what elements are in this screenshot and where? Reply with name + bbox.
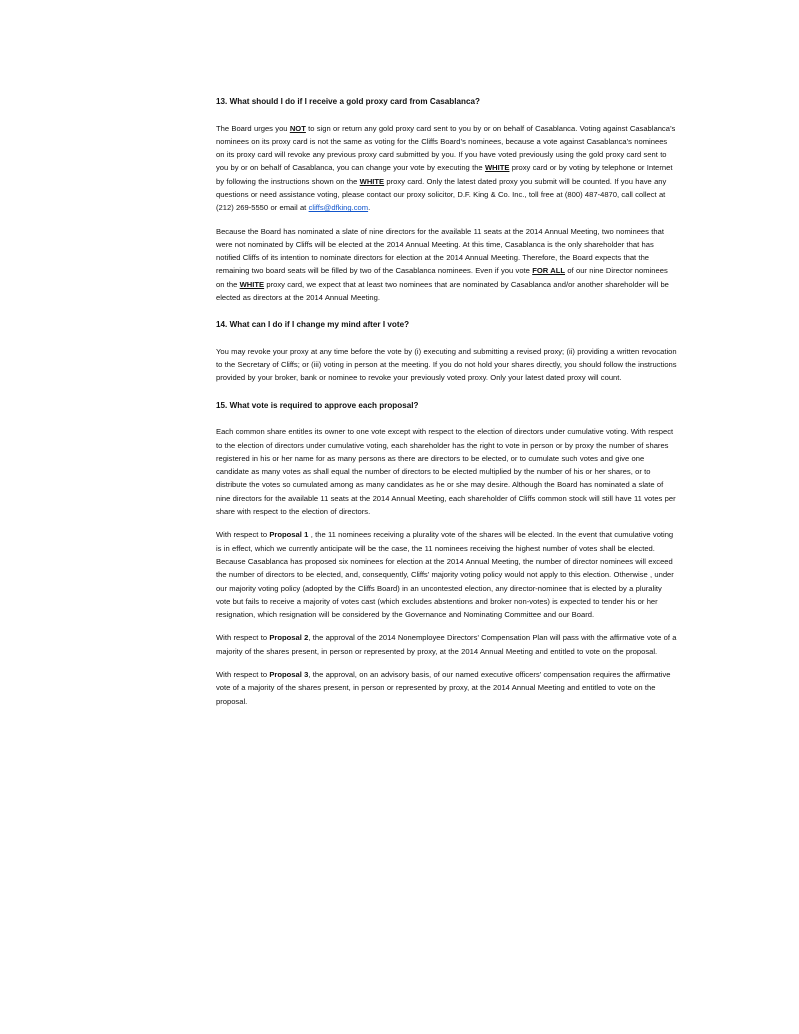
text-run: to sign or return any gold proxy card sent to you by or on behalf of Casablanca. Voting against Casablanca’s nominees on its proxy card is not the same as voting for the Cliffs Board’s nominees, because a vote against Casablanca’s nominees on its proxy card will revoke any previous proxy card submitted by you. If you have voted previously using the gold proxy card sent to you by or on behalf of Casablanca, you can change your vote by executing the <box>216 123 676 173</box>
text-run: , the approval, on an advisory basis, of our named executive officers’ compensation requires the affirmative vote of a majority of the shares present, in person or represented by proxy, at the 2014 Annual Meeting and entitled to vote on the proposal. <box>216 670 671 706</box>
document-page <box>216 96 677 718</box>
white-emphasis: WHITE <box>359 176 385 186</box>
question-15-paragraph-4 <box>216 668 677 708</box>
proposal-2-label: Proposal 2 <box>269 633 309 643</box>
text-run: of our nine Director nominees on the <box>216 266 668 289</box>
text-run: . <box>368 203 371 213</box>
text-run: proxy card, we expect that at least two nominees that are nominated by Casablanca and/or another shareholder will be elected as directors at the 2014 Annual Meeting. <box>216 279 669 303</box>
for-all-emphasis: FOR ALL <box>532 266 566 276</box>
question-13-paragraph-2 <box>216 225 677 305</box>
text-run: proxy card. Only the latest dated proxy you submit will be counted. If you have any questions or need assistance voting, please contact our proxy solicitor, D.F. King & Co. Inc., toll free at (800) 487-4870, call collect at (212) 269-5550 or email at <box>216 176 667 213</box>
question-15-paragraph-3 <box>216 631 677 658</box>
text-run: With respect to <box>216 633 270 643</box>
text-run: Because the Board has nominated a slate of nine directors for the available 11 seats at the 2014 Annual Meeting, two nominees that were not nominated by Cliffs will be elected at the 2014 Annual Meeting. At this time, Casablanca is the only shareholder that has notified Cliffs of its intention to nominate directors for election at the 2014 Annual Meeting. Therefore, the Board expects that the remaining two board seats will be filled by two of the Casablanca nominees. Even if you vote <box>216 226 664 276</box>
text-run: , the 11 nominees receiving a plurality vote of the shares will be elected. In the event that cumulative voting is in effect, which we currently anticipate will be the case, the 11 nominees receiving the highest number of votes shall be elected. Because Casablanca has proposed six nominees for election at the 2014 Annual Meeting, the number of director nominees will exceed the number of directors to be elected, and, consequently, Cliffs’ majority voting policy would not apply to this election. Otherwise , under our majority voting policy (adopted by the Cliffs Board) in an uncontested election, any director-nominee that is elected by a plurality vote but fails to receive a majority of votes cast (which excludes abstentions and broker non-votes) is expected to tender his or her resignation, which resignation will be considered by the Governance and Nominating Committee and our Board. <box>216 530 674 620</box>
question-14-paragraph-1: You may revoke your proxy at any time before the vote by (i) executing and submitting a revised proxy; (ii) providing a written revocation to the Secretary of Cliffs; or (iii) voting in person at the meeting. If you do not hold your shares directly, you should follow the instructions provided by your broker, bank or nominee to revoke your previously voted proxy. Only your latest dated proxy will count. <box>216 346 677 383</box>
question-13-heading: 13. What should I do if I receive a gold proxy card from Casablanca? <box>216 97 481 106</box>
text-run: With respect to <box>216 670 270 679</box>
question-15-paragraph-2 <box>216 528 677 621</box>
text-run: proxy card or by voting by telephone or Internet by following the instructions shown on the <box>216 163 673 186</box>
proposal-3-label: Proposal 3 <box>269 670 309 679</box>
not-emphasis: NOT <box>289 123 306 133</box>
proposal-1-label: Proposal 1 <box>269 530 309 540</box>
question-15-heading: 15. What vote is required to approve each proposal? <box>216 400 419 410</box>
question-15-paragraph-1: Each common share entitles its owner to one vote except with respect to the election of directors under cumulative voting. With respect to the election of directors under cumulative voting, each shareholder has the right to vote in person or by proxy the number of shares registered in his or her name for as many persons as there are directors to be elected, or to cumulate such votes and give one candidate as many votes as shall equal the number of directors to be elected multiplied by the number of his or her shares, or to distribute the votes so cumulated among as many candidates as he or she may desire. Although the Board has nominated a slate of nine directors for the available 11 seats at the 2014 Annual Meeting, each shareholder of Cliffs common stock will still have 11 votes per share with respect to the election of directors. <box>216 427 676 517</box>
question-14-heading: 14. What can I do if I change my mind after I vote? <box>216 320 410 330</box>
email-link[interactable]: cliffs@dfking.com <box>308 203 369 213</box>
text-run: , the approval of the 2014 Nonemployee Directors’ Compensation Plan will pass with the affirmative vote of a majority of the shares present, in person or represented by proxy, at the 2014 Annual Meeting and entitled to vote on the proposal. <box>216 633 677 656</box>
question-13-paragraph-1 <box>216 122 677 215</box>
text-run: With respect to <box>216 530 270 540</box>
white-emphasis: WHITE <box>239 279 265 289</box>
text-run: The Board urges you <box>216 123 290 133</box>
white-emphasis: WHITE <box>484 163 510 173</box>
